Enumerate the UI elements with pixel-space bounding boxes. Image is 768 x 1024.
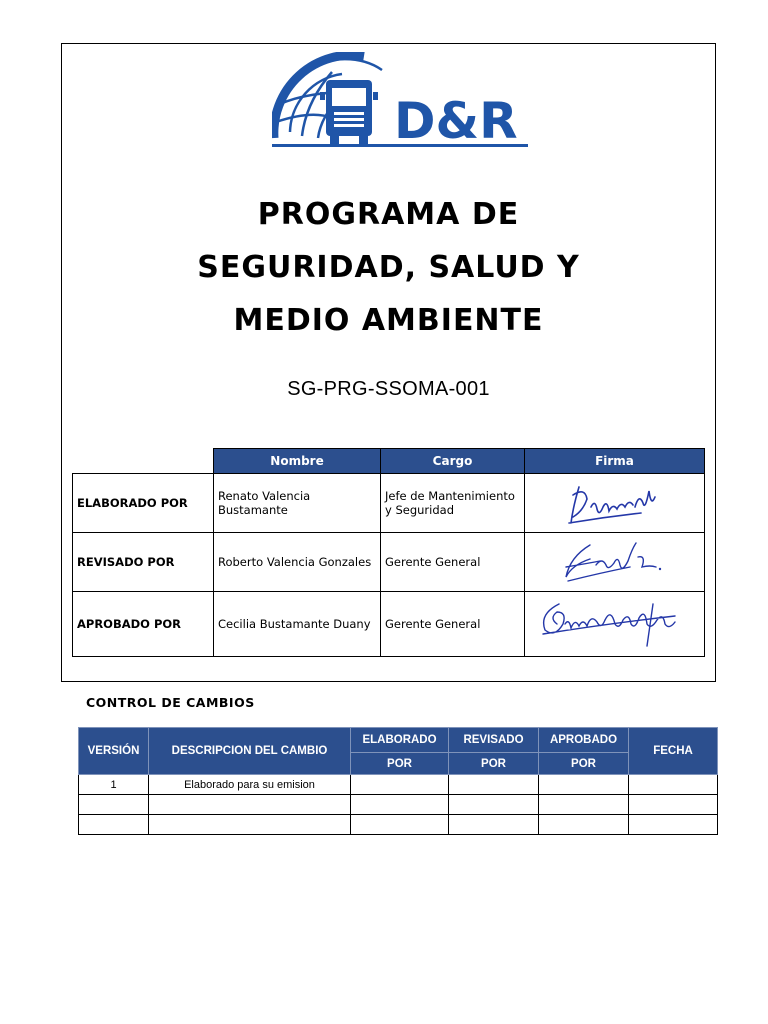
signature-cell: [525, 533, 705, 592]
position-cell: Gerente General: [381, 592, 525, 657]
signature-image: [565, 477, 665, 529]
change-control-title: CONTROL DE CAMBIOS: [86, 695, 255, 710]
table-row: [73, 533, 705, 592]
header-revisado-por: POR: [449, 753, 539, 775]
change-control-table: [78, 727, 718, 835]
description-cell: Elaborado para su emision: [149, 775, 351, 795]
header-elaborado: ELABORADO: [351, 728, 449, 753]
document-title: [61, 188, 716, 347]
header-revisado: REVISADO: [449, 728, 539, 753]
version-cell: 1: [79, 775, 149, 795]
header-aprobado-por: POR: [539, 753, 629, 775]
title-line-1: PROGRAMA DE: [257, 197, 520, 232]
header-firma: Firma: [525, 449, 705, 474]
title-line-2: SEGURIDAD, SALUD Y: [197, 250, 580, 285]
approval-table: [72, 448, 705, 657]
title-line-3: MEDIO AMBIENTE: [233, 303, 544, 338]
name-cell: Cecilia Bustamante Duany: [214, 592, 381, 657]
table-row: [79, 795, 718, 815]
position-cell: Jefe de Mantenimiento y Seguridad: [381, 474, 525, 533]
signature-cell: [525, 474, 705, 533]
table-row: [73, 474, 705, 533]
signature-image: [560, 537, 670, 587]
aprobado-cell: [539, 775, 629, 795]
header-descripcion: DESCRIPCION DEL CAMBIO: [149, 728, 351, 775]
role-label: APROBADO POR: [73, 592, 214, 657]
signature-cell: [525, 592, 705, 657]
elaborado-cell: [351, 775, 449, 795]
header-version: VERSIÓN: [79, 728, 149, 775]
table-row: [79, 815, 718, 835]
table-row: [79, 775, 718, 795]
header-aprobado: APROBADO: [539, 728, 629, 753]
header-elaborado-por: POR: [351, 753, 449, 775]
company-logo: [272, 52, 528, 150]
revisado-cell: [449, 775, 539, 795]
name-cell: Renato Valencia Bustamante: [214, 474, 381, 533]
logo-text: D&R: [394, 92, 518, 150]
name-cell: Roberto Valencia Gonzales: [214, 533, 381, 592]
signature-image: [535, 594, 695, 654]
document-code: SG-PRG-SSOMA-001: [287, 378, 490, 400]
header-nombre: Nombre: [214, 449, 381, 474]
header-cargo: Cargo: [381, 449, 525, 474]
position-cell: Gerente General: [381, 533, 525, 592]
header-empty: [73, 449, 214, 474]
fecha-cell: [629, 775, 718, 795]
role-label: REVISADO POR: [73, 533, 214, 592]
header-fecha: FECHA: [629, 728, 718, 775]
table-row: [73, 592, 705, 657]
role-label: ELABORADO POR: [73, 474, 214, 533]
